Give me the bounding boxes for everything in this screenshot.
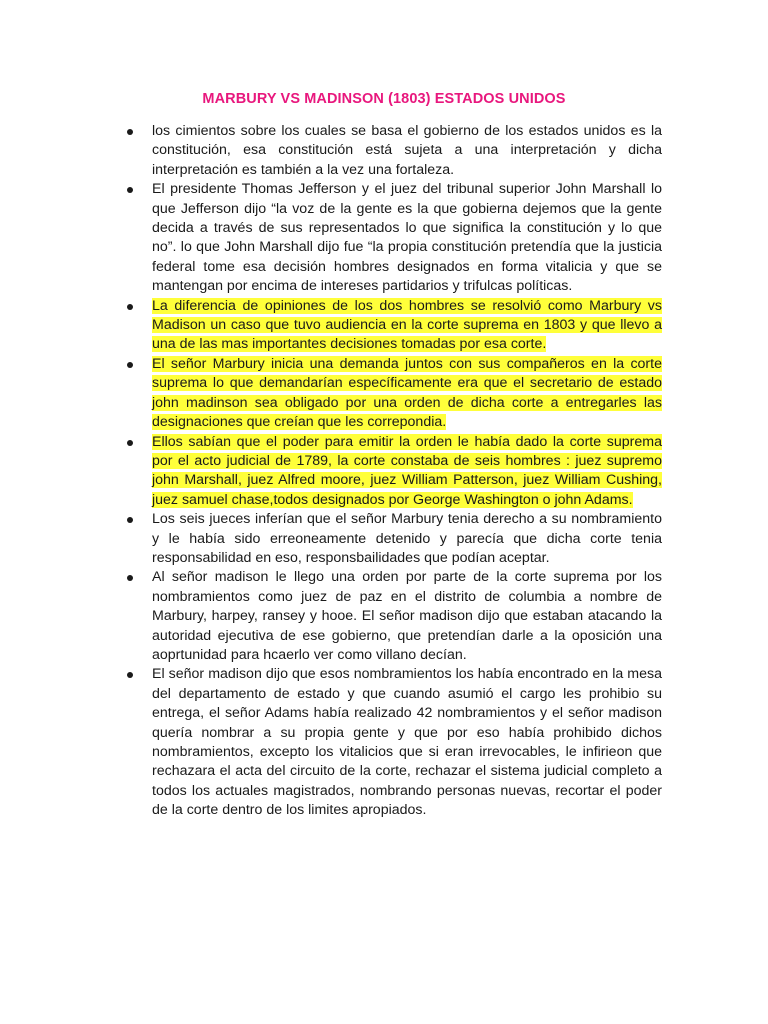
list-item — [152, 355, 662, 433]
document-title: MARBURY VS MADINSON (1803) ESTADOS UNIDOS — [202, 91, 566, 107]
paragraph-text: El señor madison dijo que esos nombramientos los había encontrado en la mesa del departamento de estado y que cuando asumió el cargo les prohibio su entrega, el señor Adams había realizado 42 nombramientos y el señor madison quería nombrar a su propia gente y que por eso había prohibido dichos nombramientos, excepto los vitalicios que si eran irrevocables, le infirieon que rechazara el acta del circuito de la corte, rechazar el sistema judicial completo a todos los actuales magistrados, nombrando personas nuevas, recortar el poder de la corte dentro de los limites apropiados. — [152, 666, 662, 819]
list-item — [152, 665, 662, 820]
list-item — [152, 122, 662, 180]
list-item — [152, 568, 662, 665]
highlighted-paragraph-text: Ellos sabían que el poder para emitir la orden le había dado la corte suprema por el acto judicial de 1789, la corte constaba de seis hombres : juez supremo john Marshall, juez Alfred moore, juez William Patterson, juez William Cushing, juez samuel chase,todos designados por George Washington o john Adams. — [152, 433, 662, 508]
paragraph-text: Los seis jueces inferían que el señor Marbury tenia derecho a su nombramiento y le había sido erreoneamente detenido y parecía que dicha corte tenia responsabilidad en eso, responsbailidades que podían aceptar. — [152, 511, 662, 566]
list-item — [152, 297, 662, 355]
list-item — [152, 180, 662, 296]
bullet-list — [152, 122, 662, 821]
highlighted-paragraph-text: El señor Marbury inicia una demanda juntos con sus compañeros en la corte suprema lo que demandarían específicamente era que el secretario de estado john madinson sea obligado por una orden de dicha corte a entregarles las designaciones que creían que les correpondia. — [152, 355, 662, 431]
paragraph-text: Al señor madison le llego una orden por parte de la corte suprema por los nombramientos como juez de paz en el distrito de columbia a nombre de Marbury, harpey, ransey y hooe. El señor madison dijo que estaban atacando la autoridad ejecutiva de ese gobierno, que pretendían darle a la oposición una aoprtunidad para hcaerlo ver como villano decían. — [152, 569, 662, 663]
paragraph-text: los cimientos sobre los cuales se basa el gobierno de los estados unidos es la constitución, esa constitución está sujeta a una interpretación y dicha interpretación es también a la vez una fortaleza. — [152, 123, 662, 178]
list-item — [152, 433, 662, 511]
list-item — [152, 510, 662, 568]
paragraph-text: El presidente Thomas Jefferson y el juez del tribunal superior John Marshall lo que Jefferson dijo “la voz de la gente es la que gobierna dejemos que la gente decida a través de sus representados lo que significa la constitución y lo que no”. lo que John Marshall dijo fue “la propia constitución pretendía que la justicia federal tome esa decisión hombres designados en forma vitalicia y que se mantengan por encima de intereses partidarios y trifulcas políticas. — [152, 181, 662, 295]
highlighted-paragraph-text: La diferencia de opiniones de los dos hombres se resolvió como Marbury vs Madison un caso que tuvo audiencia en la corte suprema en 1803 y que llevo a una de las mas importantes decisiones tomadas por esa corte. — [152, 297, 662, 353]
